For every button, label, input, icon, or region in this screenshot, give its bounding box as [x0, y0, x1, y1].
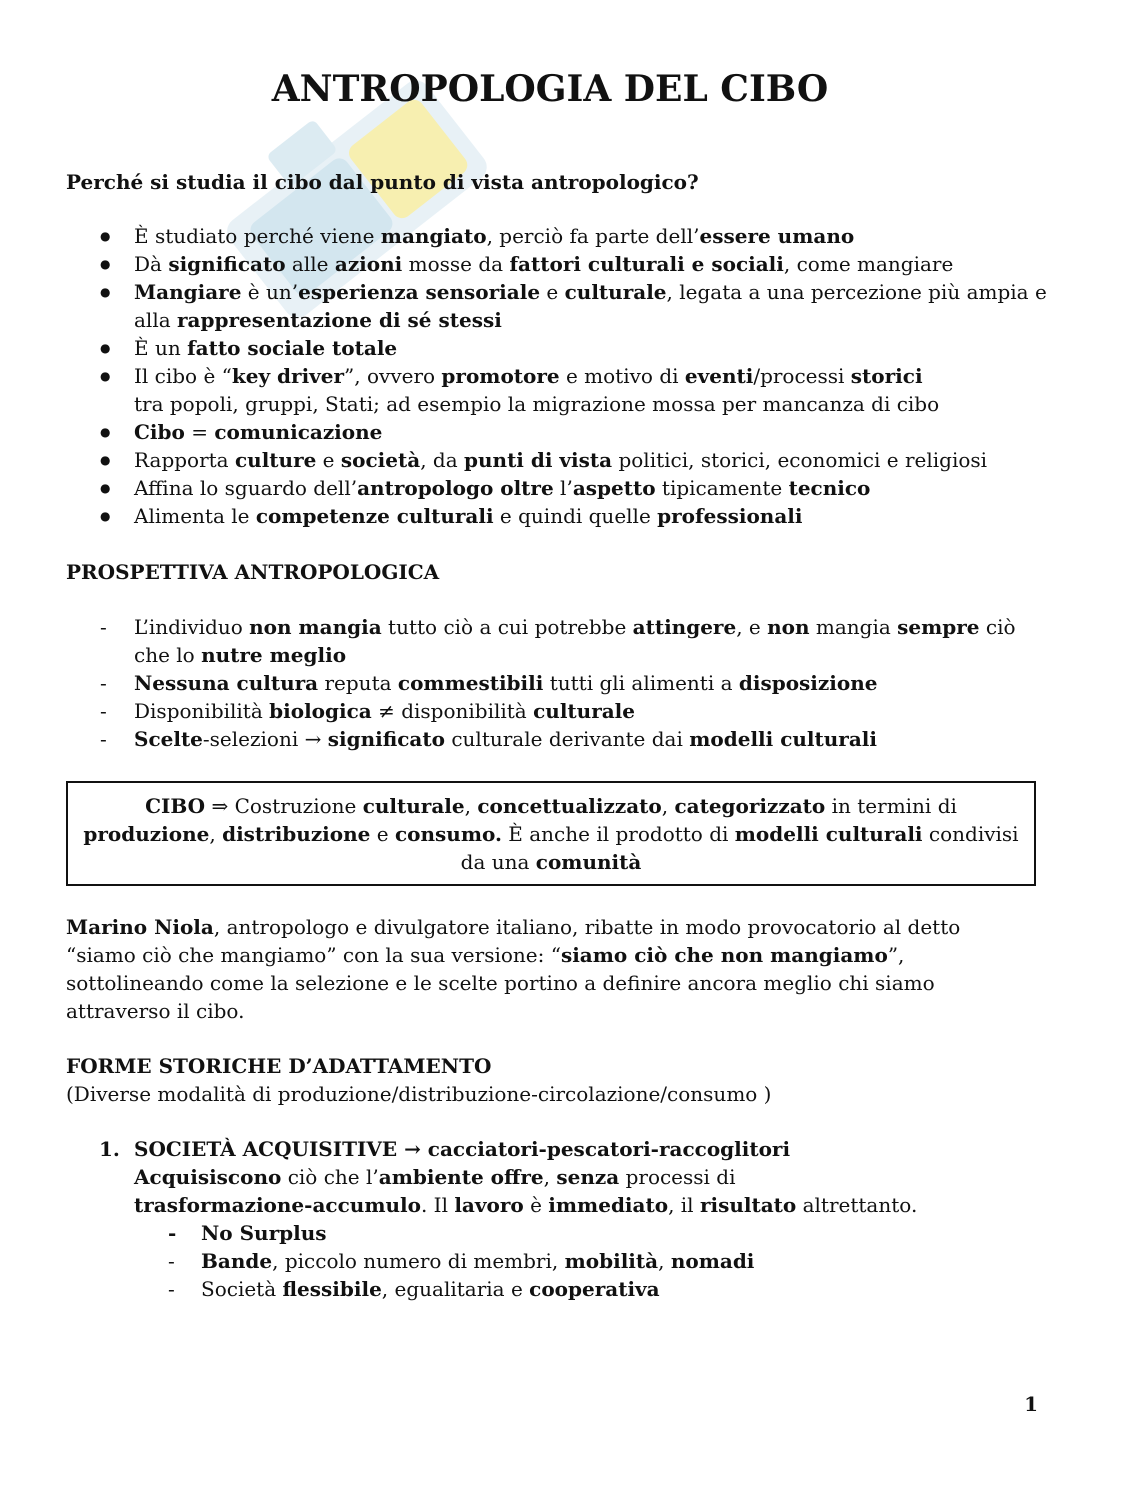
list-item: - Bande, piccolo numero di membri, mobilità, nomadi — [66, 1247, 1066, 1275]
section-subtitle: (Diverse modalità di produzione/distribuzione-circolazione/consumo ) — [66, 1082, 772, 1106]
list-item: ● Affina lo sguardo dell’antropologo oltre l’aspetto tipicamente tecnico — [66, 474, 1066, 502]
definition-box: CIBO ⇒ Costruzione culturale, concettualizzato, categorizzato in termini di produzione, distribuzione e consumo. È anche il prodotto di modelli culturali condivisi da una comunità — [66, 781, 1036, 886]
list-item: - Nessuna cultura reputa commestibili tutti gli alimenti a disposizione — [66, 669, 1056, 697]
list-item: ● Cibo = comunicazione — [66, 418, 1066, 446]
list-item: ● Il cibo è “key driver”, ovvero promotore e motivo di eventi/processi storici tra popoli, gruppi, Stati; ad esempio la migrazione mossa per mancanza di cibo — [66, 362, 1066, 418]
list-item: - Disponibilità biologica ≠ disponibilità culturale — [66, 697, 1056, 725]
section-heading-forme: FORME STORICHE D’ADATTAMENTO — [66, 1054, 492, 1078]
list-item: ● Mangiare è un’esperienza sensoriale e culturale, legata a una percezione più ampia e alla rappresentazione di sé stessi — [66, 278, 1066, 334]
niola-paragraph: Marino Niola, antropologo e divulgatore italiano, ribatte in modo provocatorio al detto “siamo ciò che mangiamo” con la sua versione: “siamo ciò che non mangiamo”, sottolineando come la selezione e le scelte portino a definire ancora meglio chi siamo attraverso il cibo. — [66, 915, 961, 1023]
list-item: - Scelte-selezioni → significato culturale derivante dai modelli culturali — [66, 725, 1056, 753]
list-item: - Società flessibile, egualitaria e cooperativa — [66, 1275, 1066, 1303]
item-body: Acquisiscono ciò che l’ambiente offre, senza processi di trasformazione-accumulo. Il lavoro è immediato, il risultato altrettanto. — [134, 1165, 918, 1217]
reasons-list — [66, 222, 1066, 530]
list-item: ● Alimenta le competenze culturali e quindi quelle professionali — [66, 502, 1066, 530]
page-number: 1 — [1024, 1392, 1038, 1416]
list-item: ● Rapporta culture e società, da punti di vista politici, storici, economici e religiosi — [66, 446, 1066, 474]
item-heading: SOCIETÀ ACQUISITIVE → cacciatori-pescatori-raccoglitori — [134, 1137, 791, 1161]
question-heading: Perché si studia il cibo dal punto di vista antropologico? — [66, 170, 699, 194]
page-title: ANTROPOLOGIA DEL CIBO — [271, 68, 829, 110]
list-item: ● È un fatto sociale totale — [66, 334, 1066, 362]
list-item: - No Surplus — [66, 1219, 1066, 1247]
sub-list — [66, 1219, 1066, 1303]
prospettiva-list — [66, 613, 1056, 753]
list-item: ● È studiato perché viene mangiato, perciò fa parte dell’essere umano — [66, 222, 1066, 250]
numbered-item — [66, 1135, 1066, 1303]
list-item: - L’individuo non mangia tutto ciò a cui potrebbe attingere, e non mangia sempre ciò che lo nutre meglio — [66, 613, 1056, 669]
section-heading-prospettiva: PROSPETTIVA ANTROPOLOGICA — [66, 560, 440, 584]
item-number: 1. — [99, 1137, 120, 1161]
list-item: ● Dà significato alle azioni mosse da fattori culturali e sociali, come mangiare — [66, 250, 1066, 278]
